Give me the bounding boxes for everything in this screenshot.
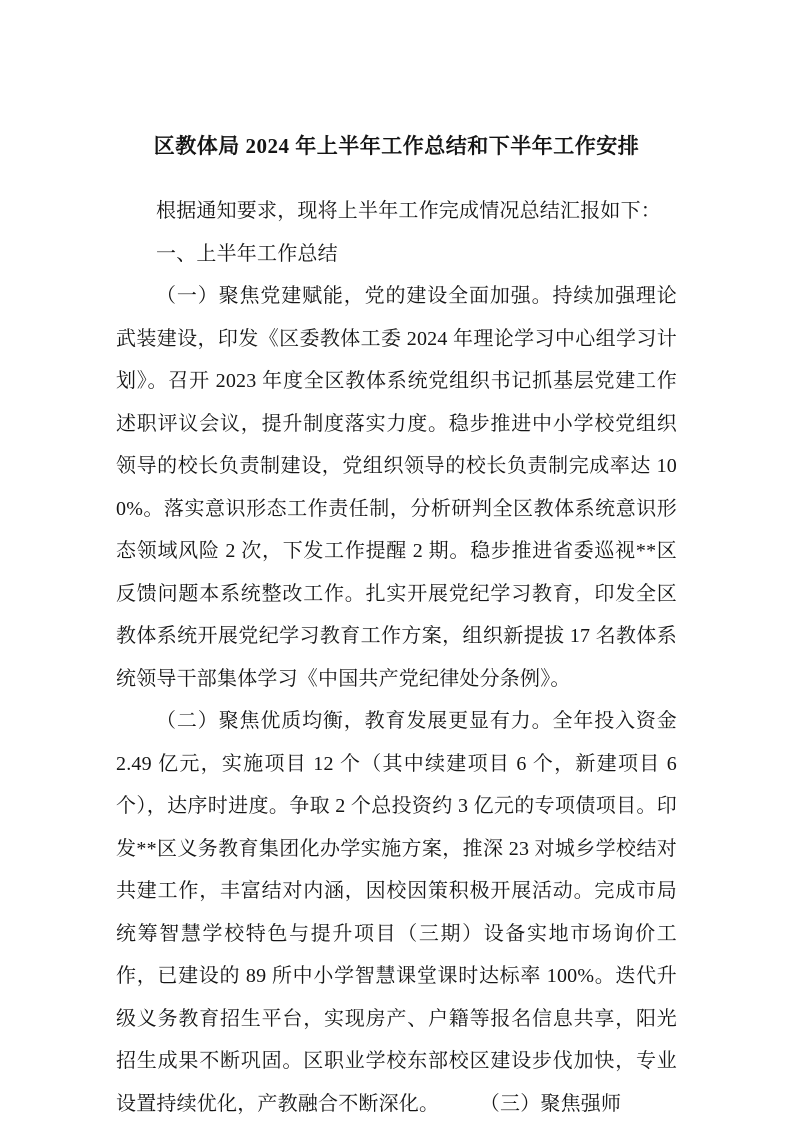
paragraph-3: （一）聚焦党建赋能，党的建设全面加强。持续加强理论武装建设，印发《区委教体工委 2024 年理论学习中心组学习计划》。召开 2023 年度全区教体系统党组织书记抓基层党建工作述职评议会议，提升制度落实力度。稳步推进中小学校党组织领导的校长负责制建设，党组织领导的校长负责制完成率达 100%。落实意识形态工作责任制，分析研判全区教体系统意识形态领域风险 2 次，下发工作提醒 2 期。稳步推进省委巡视**区反馈问题本系统整改工作。扎实开展党纪学习教育，印发全区教体系统开展党纪学习教育工作方案，组织新提拔 17 名教体系统领导干部集体学习《中国共产党纪律处分条例》。: [116, 285, 677, 690]
paragraph-2: 一、上半年工作总结: [156, 242, 338, 265]
document-title: 区教体局 2024 年上半年工作总结和下半年工作安排: [153, 134, 640, 158]
paragraph-4: （二）聚焦优质均衡，教育发展更显有力。全年投入资金 2.49 亿元，实施项目 12 个（其中续建项目 6 个，新建项目 6 个），达序时进度。争取 2 个总投资约 3 亿元的专项债项目。印发**区义务教育集团化办学实施方案，推深 23 对城乡学校结对共建工作，丰富结对内涵，因校因策积极开展活动。完成市局统筹智慧学校特色与提升项目（三期）设备实地市场询价工作，已建设的 89 所中小学智慧课堂课时达标率 100%。迭代升级义务教育招生平台，实现房产、户籍等报名信息共享，阳光招生成果不断巩固。区职业学校东部校区建设步伐加快，专业设置持续优化，产教融合不断深化。 （三）聚焦强师: [116, 710, 677, 1115]
document-body: [116, 190, 677, 1122]
paragraph-1: 根据通知要求，现将上半年工作完成情况总结汇报如下：: [156, 200, 661, 222]
